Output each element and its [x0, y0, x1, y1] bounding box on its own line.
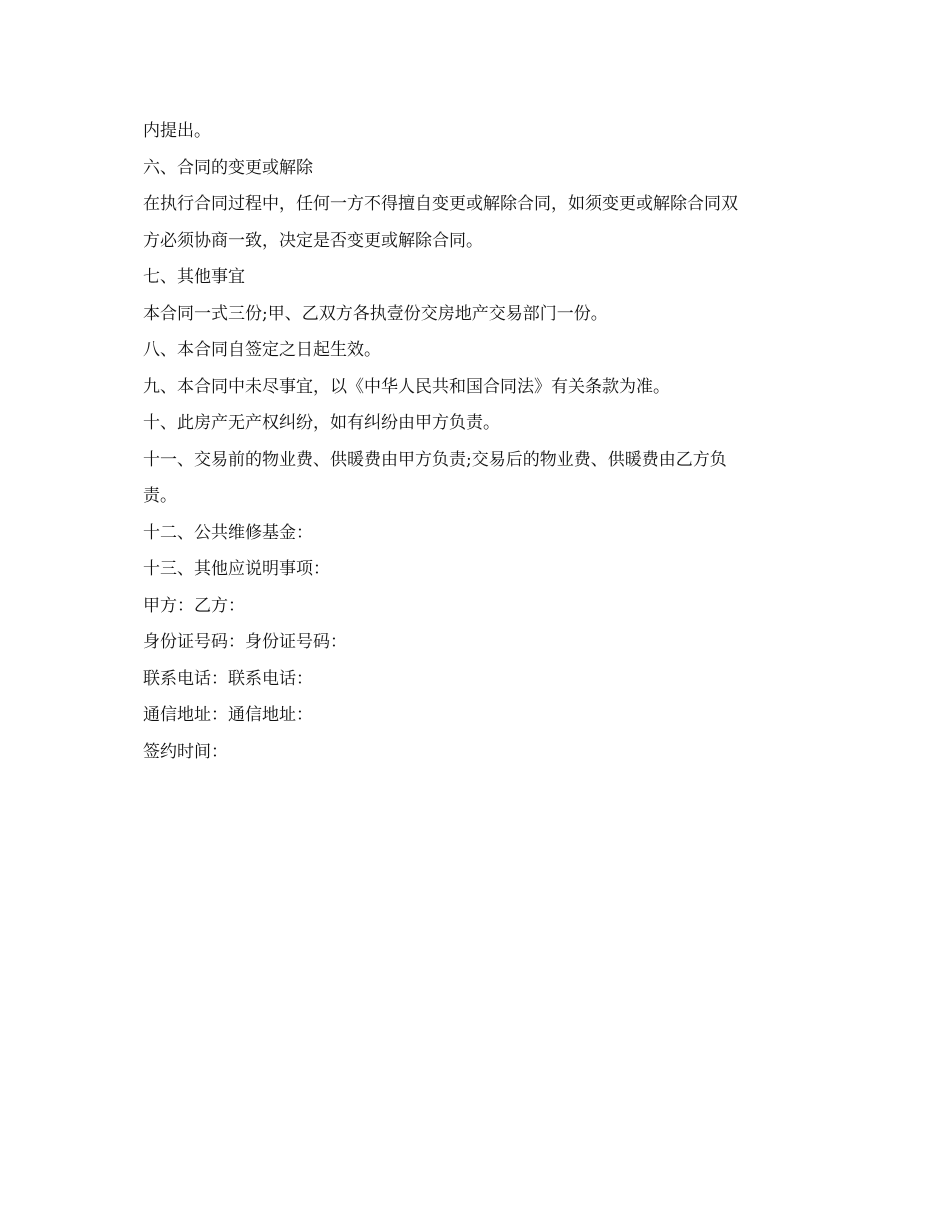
- party-names-line: 甲方：乙方：: [143, 595, 245, 616]
- section-6-text-line-1: 在执行合同过程中，任何一方不得擅自变更或解除合同，如须变更或解除合同双: [143, 194, 738, 214]
- section-10-text: 十、此房产无产权纠纷，如有纠纷由甲方负责。: [143, 413, 500, 433]
- id-number-line: 身份证号码：身份证号码：: [143, 632, 347, 652]
- section-9-text: 九、本合同中未尽事宜，以《中华人民共和国合同法》有关条款为准。: [143, 376, 670, 397]
- section-12-text: 十二、公共维修基金：: [143, 522, 313, 543]
- text-line-continuation: 内提出。: [143, 121, 211, 141]
- section-11-text-line-1: 十一、交易前的物业费、供暖费由甲方负责;交易后的物业费、供暖费由乙方负: [143, 449, 727, 470]
- contract-text-body: [143, 113, 803, 770]
- section-7-heading: 七、其他事宜: [143, 267, 245, 287]
- section-13-text: 十三、其他应说明事项：: [143, 559, 330, 579]
- section-6-heading: 六、合同的变更或解除: [143, 157, 313, 178]
- section-6-text-line-2: 方必须协商一致，决定是否变更或解除合同。: [143, 230, 483, 251]
- section-7-text: 本合同一式三份;甲、乙双方各执壹份交房地产交易部门一份。: [143, 303, 608, 324]
- section-11-text-line-2: 责。: [143, 486, 177, 506]
- phone-line: 联系电话：联系电话：: [143, 668, 313, 689]
- address-line: 通信地址：通信地址：: [143, 705, 313, 725]
- section-8-text: 八、本合同自签定之日起生效。: [143, 340, 381, 360]
- signing-date-line: 签约时间：: [143, 741, 228, 762]
